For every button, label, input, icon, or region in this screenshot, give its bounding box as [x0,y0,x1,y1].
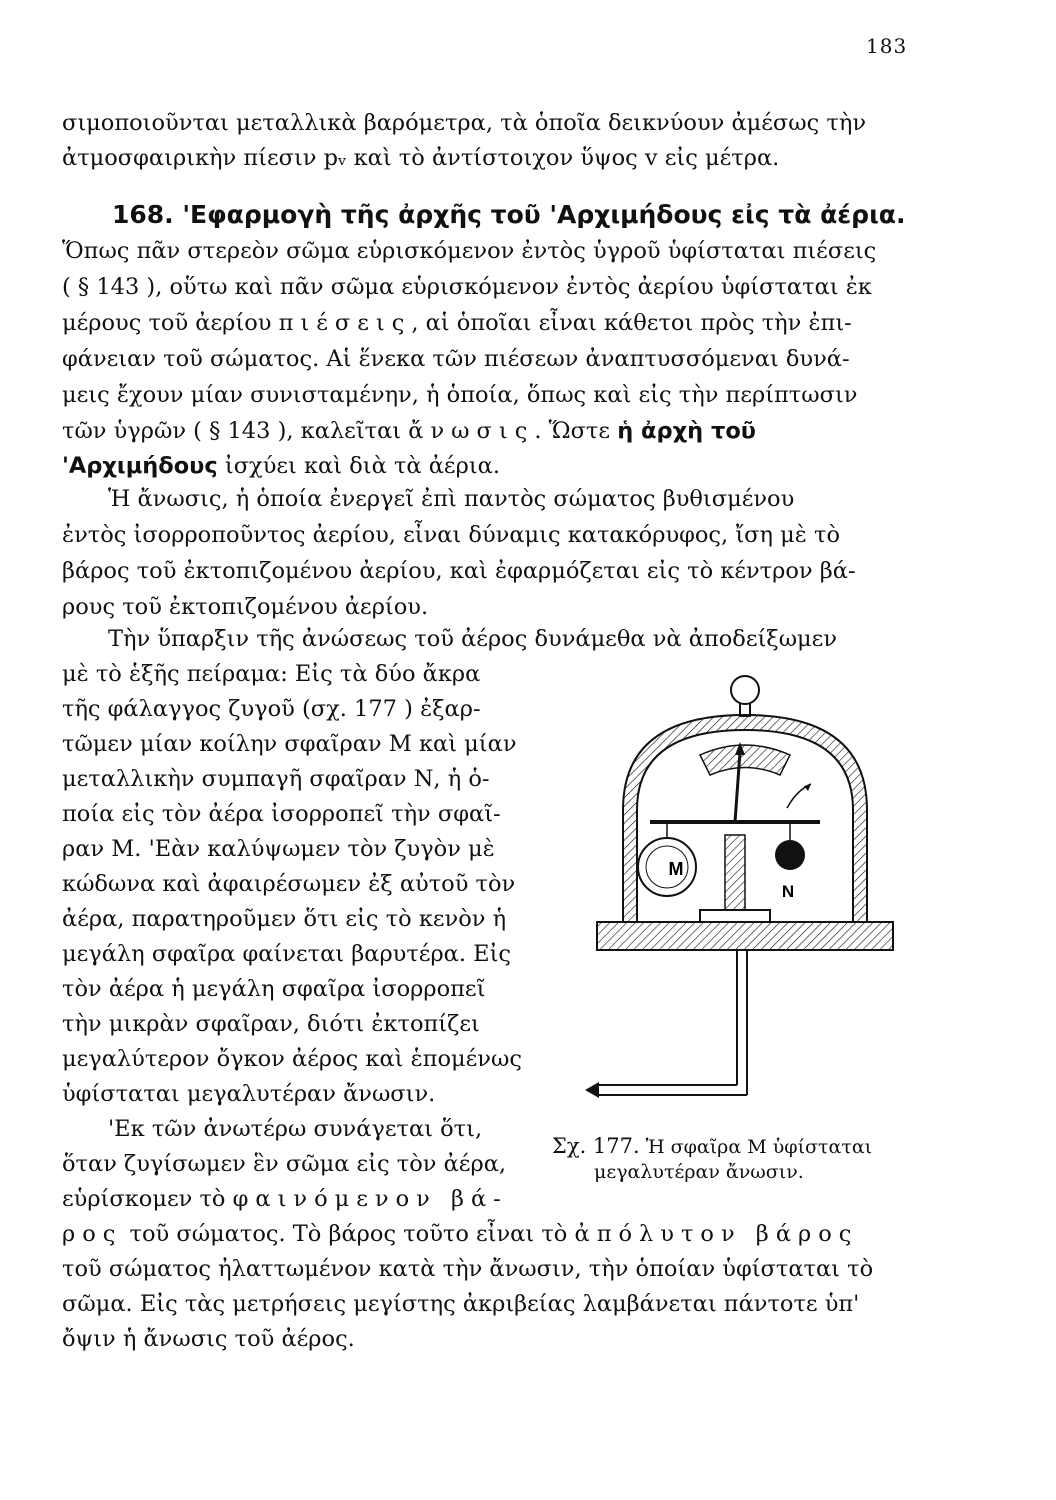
para3-line-1: Τὴν ὕπαρξιν τῆς ἀνώσεως τοῦ ἀέρος δυνάμεθα νὰ ἀποδείξωμεν [108,626,838,652]
bold-term-archimedes: 'Αρχιμήδους [62,453,218,479]
caption-text-1: Ἡ σφαῖρα Μ ὑφίσταται [645,1136,873,1158]
para1-line-3 [62,312,852,335]
text-span: ἰσχύει καὶ διὰ τὰ ἀέρια. [224,453,500,479]
para3-line-5: μεταλλικὴν συμπαγῆ σφαῖραν Ν, ἡ ὁ- [62,766,490,792]
para4-line-2: ὅταν ζυγίσωμεν ἓν σῶμα εἰς τὸν ἀέρα, [62,1151,507,1177]
para3-line-3: τῆς φάλαγγος ζυγοῦ (σχ. 177 ) ἐξαρ- [62,696,481,722]
spaced-term-ros: ρος [62,1221,123,1247]
sphere-m-label: M [668,859,684,879]
para1-line-7 [62,455,500,478]
para2-line-3: βάρος τοῦ ἐκτοπιζομένου ἀερίου, καὶ ἐφαρμόζεται εἰς τὸ κέντρον βά- [62,558,856,584]
intro-line-2: ἀτμοσφαιρικὴν πίεσιν pᵥ καὶ τὸ ἀντίστοιχον ὕψος v εἰς μέτρα. [62,145,780,171]
spaced-term-anosis: ἄνωσις [408,418,535,444]
intro-line-1: σιμοποιοῦνται μεταλλικὰ βαρόμετρα, τὰ ὁποῖα δεικνύουν ἀμέσως τὴν [62,110,867,136]
text-span: εὑρίσκομεν τὸ [62,1186,226,1212]
bold-term-arxi: ἡ ἀρχὴ τοῦ [617,418,756,444]
para3-line-2: μὲ τὸ ἑξῆς πείραμα: Εἰς τὰ δύο ἄκρα [62,661,481,687]
para4-line-7: ὄψιν ἡ ἄνωσις τοῦ ἀέρος. [62,1326,355,1352]
knob-icon [731,676,759,704]
para2-line-2: ἐντὸς ἰσορροποῦντος ἀερίου, εἶναι δύναμις κατακόρυφος, ἴση μὲ τὸ [62,522,840,548]
para3-line-13: μεγαλύτερον ὄγκον ἀέρος καὶ ἑπομένως [62,1046,522,1072]
text-span: τῶν ὑγρῶν ( § 143 ), καλεῖται [62,418,402,444]
spaced-term-apolyton: ἀπόλυτον βάρος [574,1221,859,1247]
page-number: 183 [866,34,908,58]
figure-caption [552,1133,912,1185]
para1-line-4: φάνειαν τοῦ σώματος. Αἱ ἕνεκα τῶν πιέσεων ἀναπτυσσόμεναι δυνά- [62,346,850,372]
scale-dial [700,745,790,775]
text-span: , αἱ ὁποῖαι εἶναι κάθετοι πρὸς τὴν ἐπι- [411,310,852,336]
para3-line-6: ποία εἰς τὸν ἀέρα ἰσορροπεῖ τὴν σφαῖ- [62,801,501,827]
balance-stand [700,910,770,922]
para3-line-10: μεγάλη σφαῖρα φαίνεται βαρυτέρα. Εἰς [62,941,512,967]
para1-line-6 [62,420,756,443]
para3-line-12: τὴν μικρὰν σφαῖραν, διότι ἐκτοπίζει [62,1011,480,1037]
para3-line-14: ὑφίσταται μεγαλυτέραν ἄνωσιν. [62,1081,436,1107]
para2-line-4: ρους τοῦ ἐκτοπιζομένου ἀερίου. [62,594,429,620]
para4-line-1: 'Εκ τῶν ἀνωτέρω συνάγεται ὅτι, [108,1116,483,1142]
hollow-sphere-m [638,838,696,896]
base-plate [597,922,893,950]
section-heading: 168. 'Εφαρμογὴ τῆς ἀρχῆς τοῦ 'Αρχιμήδους εἰς τὰ ἀέρια. [112,200,906,229]
para4-line-4 [62,1223,858,1246]
para1-line-5: μεις ἔχουν μίαν συνισταμένην, ἡ ὁποία, ὅπως καὶ εἰς τὴν περίπτωσιν [62,382,858,408]
text-span: . Ὥστε [534,418,611,444]
caption-number: Σχ. 177. [552,1134,640,1158]
text-span: τοῦ σώματος. Τὸ βάρος τοῦτο εἶναι τὸ [129,1221,568,1247]
bell-jar-balance-figure [575,660,925,1110]
para4-line-5: τοῦ σώματος ἠλαττωμένον κατὰ τὴν ἄνωσιν, τὴν ὁποίαν ὑφίσταται τὸ [62,1256,874,1282]
para2-line-1: Ἡ ἄνωσις, ἡ ὁποία ἐνεργεῖ ἐπὶ παντὸς σώματος βυθισμένου [108,486,795,512]
para3-line-8: κώδωνα καὶ ἀφαιρέσωμεν ἐξ αὐτοῦ τὸν [62,871,516,897]
para1-line-2: ( § 143 ), οὕτω καὶ πᾶν σῶμα εὑρισκόμενον ἐντὸς ἀερίου ὑφίσταται ἐκ [62,274,872,300]
sphere-n-label: N [781,882,795,901]
caption-text-2: μεγαλυτέραν ἄνωσιν. [594,1161,804,1184]
spaced-term-pieseis: πιέσεις [278,310,412,336]
para1-line-1: Ὅπως πᾶν στερεὸν σῶμα εὑρισκόμενον ἐντὸς ὑγροῦ ὑφίσταται πιέσεις [62,238,877,264]
para4-line-6: σῶμα. Εἰς τὰς μετρήσεις μεγίστης ἀκριβείας λαμβάνεται πάντοτε ὑπ' [62,1291,860,1317]
balance-pillar [725,835,745,915]
spaced-term-fainomenon: φαινόμενον βά- [232,1186,508,1212]
para3-line-7: ραν Μ. 'Εὰν καλύψωμεν τὸν ζυγὸν μὲ [62,836,495,862]
para4-line-3 [62,1188,508,1211]
para3-line-11: τὸν ἀέρα ἡ μεγάλη σφαῖρα ἰσορροπεῖ [62,976,486,1002]
text-span: μέρους τοῦ ἀερίου [62,310,272,336]
exhaust-arrow-icon [585,1082,599,1098]
solid-sphere-n [775,840,805,870]
para3-line-9: ἀέρα, παρατηροῦμεν ὅτι εἰς τὸ κενὸν ἡ [62,906,507,932]
para3-line-4: τῶμεν μίαν κοίλην σφαῖραν Μ καὶ μίαν [62,731,517,757]
